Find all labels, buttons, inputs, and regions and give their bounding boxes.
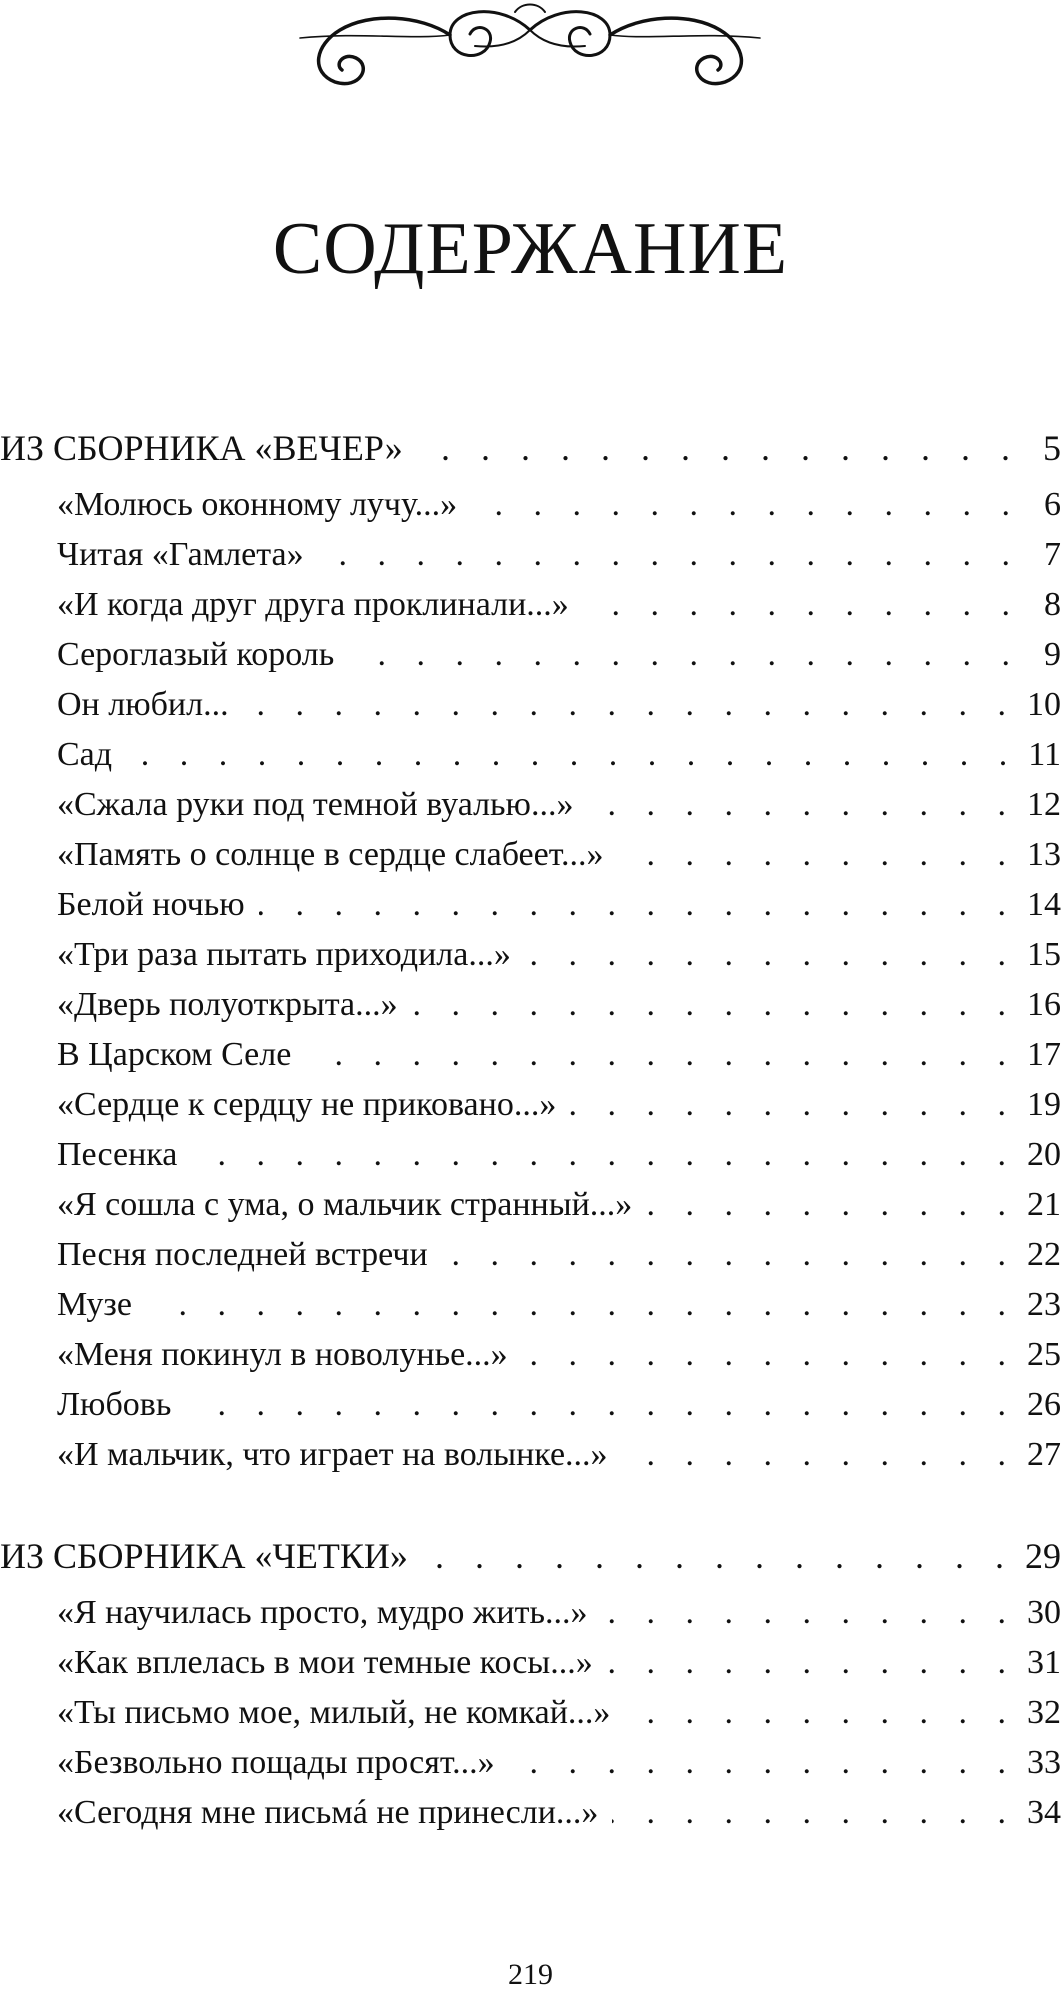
leader-dots <box>646 1180 1017 1230</box>
toc-entry-title: «Сердце к сердцу не приковано...» <box>57 1086 557 1123</box>
toc-entry[interactable] <box>0 480 1061 530</box>
toc-entry-page: 22 <box>1027 1236 1061 1273</box>
leader-dots <box>318 530 1021 580</box>
toc-entry-page: 6 <box>1044 486 1061 523</box>
leader-dots <box>126 730 1018 780</box>
leader-dots <box>305 1030 1017 1080</box>
toc-entry[interactable] <box>0 1280 1061 1330</box>
toc-entry[interactable] <box>0 1380 1061 1430</box>
toc-entry-title: «Дверь полуоткрыта...» <box>57 986 398 1023</box>
toc-entry-page: 11 <box>1028 736 1061 773</box>
leader-dots <box>259 880 1017 930</box>
toc-entry[interactable] <box>0 1330 1061 1380</box>
toc-entry-page: 16 <box>1027 986 1061 1023</box>
leader-dots <box>191 1130 1017 1180</box>
toc-entry[interactable] <box>0 1430 1061 1480</box>
toc-entry-title: «Как вплелась в мои темные косы...» <box>57 1644 593 1681</box>
toc-entry-page: 30 <box>1027 1594 1061 1631</box>
toc-entry-title: «Ты письмо мое, милый, не комкай...» <box>57 1694 611 1731</box>
toc-entry[interactable] <box>0 730 1061 780</box>
toc-section-title: ИЗ СБОРНИКА «ВЕЧЕР» <box>0 428 403 468</box>
leader-dots <box>583 580 1021 630</box>
toc-section-page: 5 <box>1043 428 1061 468</box>
toc-entry[interactable] <box>0 1788 1061 1838</box>
toc-entry[interactable] <box>0 1230 1061 1280</box>
toc-entry[interactable] <box>0 1588 1061 1638</box>
toc-section-heading[interactable] <box>0 420 1061 476</box>
leader-dots <box>624 1688 1017 1738</box>
toc-entry[interactable] <box>0 1080 1061 1130</box>
toc-entry-title: «Память о солнце в сердце слабеет...» <box>57 836 604 873</box>
toc-entry[interactable] <box>0 930 1061 980</box>
toc-entry-title: «Молюсь оконному лучу...» <box>57 486 458 523</box>
toc-entry-page: 33 <box>1027 1744 1061 1781</box>
leader-dots <box>525 930 1017 980</box>
toc-entry[interactable] <box>0 530 1061 580</box>
leader-dots <box>612 1788 1017 1838</box>
toc-entry-title: Сероглазый король <box>57 636 335 673</box>
toc-section-vecher <box>0 420 1061 1480</box>
leader-dots <box>146 1280 1017 1330</box>
toc-entry-page: 10 <box>1027 686 1061 723</box>
toc-entry-page: 26 <box>1027 1386 1061 1423</box>
leader-dots <box>422 1528 1015 1584</box>
toc-entry-title: Любовь <box>57 1386 172 1423</box>
toc-entry[interactable] <box>0 1738 1061 1788</box>
toc-entry-page: 32 <box>1027 1694 1061 1731</box>
toc-entry-page: 31 <box>1027 1644 1061 1681</box>
leader-dots <box>442 1230 1017 1280</box>
toc-entry[interactable] <box>0 1638 1061 1688</box>
toc-entry-title: «Сегодня мне письмá не принесли...» <box>57 1794 599 1831</box>
toc-entry-page: 25 <box>1027 1336 1061 1373</box>
toc-entry-title: «И мальчик, что играет на волынке...» <box>57 1436 608 1473</box>
leader-dots <box>587 780 1017 830</box>
toc-entry-title: «Сжала руки под темной вуалью...» <box>57 786 574 823</box>
leader-dots <box>509 1738 1017 1788</box>
toc-entry-title: «Меня покинул в новолунье...» <box>57 1336 508 1373</box>
toc-items <box>0 480 1061 1480</box>
leader-dots <box>243 680 1017 730</box>
toc-section-page: 29 <box>1025 1536 1061 1576</box>
leader-dots <box>522 1330 1017 1380</box>
toc-entry-title: Песня последней встречи <box>57 1236 428 1273</box>
leader-dots <box>417 420 1021 476</box>
toc-entry[interactable] <box>0 1180 1061 1230</box>
toc-entry-page: 34 <box>1027 1794 1061 1831</box>
toc-entry-page: 13 <box>1027 836 1061 873</box>
toc-entry-page: 21 <box>1027 1186 1061 1223</box>
toc-entry[interactable] <box>0 1130 1061 1180</box>
toc-entry-title: «Я научилась просто, мудро жить...» <box>57 1594 588 1631</box>
toc-entry-title: Песенка <box>57 1136 178 1173</box>
toc-entry-page: 14 <box>1027 886 1061 923</box>
toc-entry-page: 20 <box>1027 1136 1061 1173</box>
page-title: СОДЕРЖАНИЕ <box>272 208 789 290</box>
leader-dots <box>348 630 1021 680</box>
toc-entry-page: 9 <box>1044 636 1061 673</box>
toc-entry-title: Он любил... <box>57 686 229 723</box>
leader-dots <box>622 1430 1017 1480</box>
toc-entry-page: 8 <box>1044 586 1061 623</box>
toc-entry-title: Сад <box>57 736 113 773</box>
toc-entry[interactable] <box>0 1688 1061 1738</box>
page-number: 219 <box>508 1958 553 1991</box>
toc-items <box>0 1588 1061 1838</box>
toc-section-heading[interactable] <box>0 1528 1061 1584</box>
toc-entry-page: 17 <box>1027 1036 1061 1073</box>
leader-dots <box>618 830 1017 880</box>
toc-entry-title: Белой ночью <box>57 886 245 923</box>
leader-dots <box>471 480 1021 530</box>
toc-entry-title: «И когда друг друга проклинали...» <box>57 586 569 623</box>
toc-entry-page: 7 <box>1044 536 1061 573</box>
toc-entry[interactable] <box>0 780 1061 830</box>
toc-entry-title: Музе <box>57 1286 132 1323</box>
toc-entry[interactable] <box>0 880 1061 930</box>
toc-entry-page: 15 <box>1027 936 1061 973</box>
toc-entry-page: 19 <box>1027 1086 1061 1123</box>
toc-entry[interactable] <box>0 680 1061 730</box>
toc-entry-title: «Безвольно пощады просят...» <box>57 1744 495 1781</box>
leader-dots <box>607 1638 1017 1688</box>
toc-entry-title: Читая «Гамлета» <box>57 536 304 573</box>
toc-entry[interactable] <box>0 1030 1061 1080</box>
toc-section-chetki <box>0 1528 1061 1838</box>
toc-entry-title: В Царском Селе <box>57 1036 292 1073</box>
leader-dots <box>601 1588 1017 1638</box>
flourish-ornament-icon <box>290 0 770 100</box>
toc-entry[interactable] <box>0 630 1061 680</box>
toc-entry-title: «Три раза пытать приходила...» <box>57 936 511 973</box>
toc-entry-page: 27 <box>1027 1436 1061 1473</box>
toc-entry[interactable] <box>0 580 1061 630</box>
leader-dots <box>570 1080 1017 1130</box>
toc-entry-page: 12 <box>1027 786 1061 823</box>
table-of-contents <box>0 420 1061 1838</box>
toc-section-title: ИЗ СБОРНИКА «ЧЕТКИ» <box>0 1536 408 1576</box>
toc-entry-page: 23 <box>1027 1286 1061 1323</box>
toc-entry-title: «Я сошла с ума, о мальчик странный...» <box>57 1186 633 1223</box>
toc-entry[interactable] <box>0 980 1061 1030</box>
leader-dots <box>185 1380 1017 1430</box>
leader-dots <box>412 980 1017 1030</box>
toc-entry[interactable] <box>0 830 1061 880</box>
